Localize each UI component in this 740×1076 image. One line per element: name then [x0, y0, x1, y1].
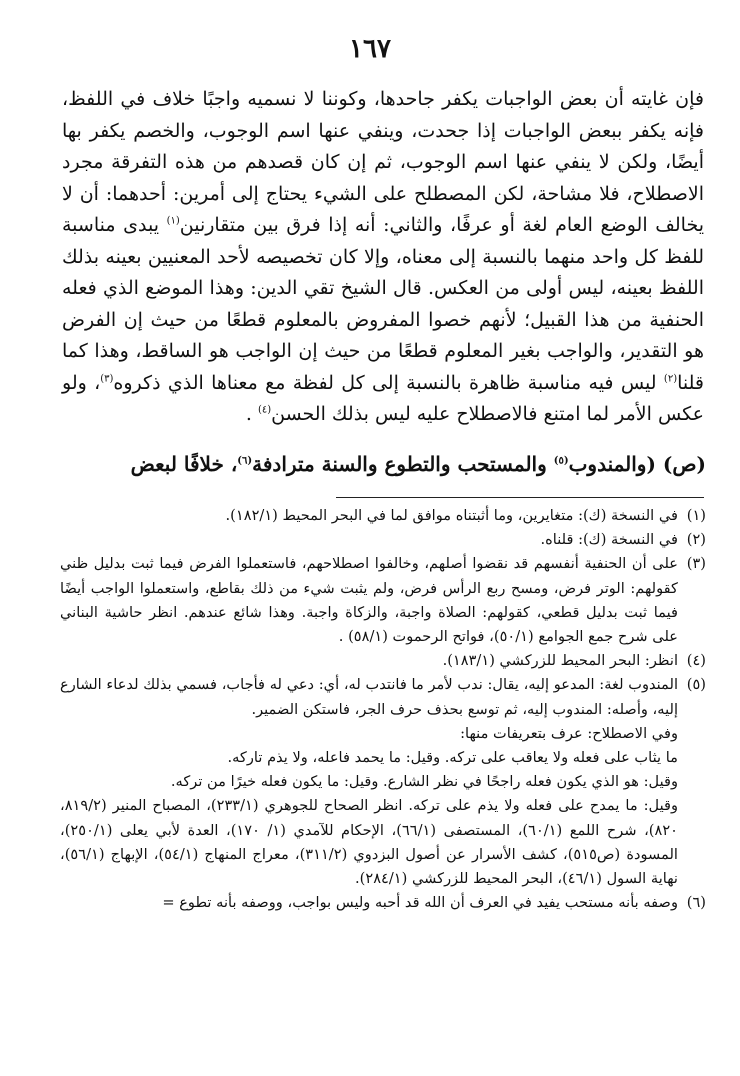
section-heading [60, 450, 706, 478]
body-text-segment: . [245, 403, 258, 425]
footnote-1 [60, 504, 706, 528]
footnote-text: ما يثاب على فعله ولا يعاقب على تركه. وقيل: ما يحمد فاعله، ولا يذم تاركه. [227, 749, 678, 767]
footnote-text: المندوب لغة: المدعو إليه، يقال: ندب لأمر ما فانتدب له، أي: دعي له فأجاب، فسمي بذلك لدعاء الشارع إليه، وأصله: المندوب إليه، ثم توسع بحذف حرف الجر، فاستكن الضمير. [60, 676, 678, 718]
page-number: ١٦٧ [349, 34, 391, 64]
footnote-text: وقيل: ما يمدح على فعله ولا يذم على تركه. انظر الصحاح للجوهري (٢٣٣/١)، المصباح المنير (٨١٩/٢، ٨٢٠)، شرح اللمع (٦٠/١)، المستصفى (٦٦/١)، الإحكام للآمدي (١/ ١٧٠)، العدة لأبي يعلى (٢٥٠/١)، المسودة (ص٥١٥)، كشف الأسرار عن أصول البزدوي (٣١١/٢)، معراج المنهاج (٥٤/١)، الإبهاج (٥٦/١)، نهاية السول (٤٦/١)، البحر المحيط للزركشي (٢٨٤/١). [60, 797, 678, 888]
footnote-number: (٤) [686, 652, 706, 670]
body-text-segment: يبدى مناسبة للفظ كل واحد منهما بالنسبة إلى معناه، وإلا كان تخصيصه لأحد المعنيين بعينه بذلك اللفظ بعينه، ليس أولى من العكس. قال الشيخ تقي الدين: وهذا الموضع الذي فعله الحنفية من هذا القبيل؛ لأنهم خصوا المفروض بالمعلوم قطعًا من حيث إن الفرض هو التقدير، والواجب بغير المعلوم قطعًا من حيث إن الواجب هو الساقط، وهذا كما قلنا [62, 214, 704, 394]
footnote-ref-2: (٢) [663, 373, 678, 385]
heading-segment: والمستحب والتطوع والسنة مترادفة [252, 452, 554, 476]
heading-segment: ، خلافًا لبعض [130, 452, 238, 476]
footnotes-list [60, 504, 706, 915]
footnote-text: وصفه بأنه مستحب يفيد في العرف أن الله قد أحبه وليس بواجب، ووصفه بأنه تطوع = [162, 894, 678, 912]
heading-segment: (ص) (والمندوب [568, 452, 706, 476]
body-text-segment: ، ولو عكس الأمر لما امتنع فالاصطلاح عليه ليس بذلك الحسن [62, 371, 704, 425]
footnote-4 [60, 649, 706, 673]
footnote-2 [60, 528, 706, 552]
footnote-text: في النسخة (ك): متغايرين، وما أثبتناه موافق لما في البحر المحيط (١٨٢/١). [225, 507, 678, 524]
footnote-separator [336, 497, 704, 498]
body-text-segment: ليس فيه مناسبة ظاهرة بالنسبة إلى كل لفظة مع معناها الذي ذكروه [113, 371, 664, 394]
footnote-ref-1: (١) [166, 215, 180, 227]
footnote-text: على أن الحنفية أنفسهم قد نقضوا أصلهم، وخالفوا اصطلاحهم، فاستعملوا الفرض فيما ثبت بدليل ظني كقولهم: الوتر فرض، ومسح ربع الرأس فرض، ولم يثبت شيء من ذلك بقاطع، واستعملوا الواجب أيضًا فيما ثبت بدليل قطعي، كقولهم: الصلاة واجبة، والزكاة واجبة. وهذا شائع عندهم. انظر حاشية البناني على شرح جمع الجوامع (٥٠/١)، فواتح الرحموت (٥٨/١) . [60, 555, 678, 646]
footnote-6 [60, 891, 706, 915]
footnote-number: (٣) [686, 555, 706, 573]
footnote-ref-5: (٥) [553, 455, 569, 467]
footnote-5 [60, 673, 706, 891]
main-body-text [62, 84, 704, 431]
footnote-text: انظر: البحر المحيط للزركشي (١٨٣/١). [442, 652, 678, 670]
footnote-text: وقيل: هو الذي يكون فعله راجحًا في نظر الشارع. وقيل: ما يكون فعله خيرًا من تركه. [170, 773, 678, 791]
footnote-ref-6: (٦) [237, 455, 253, 467]
footnote-number: (١) [686, 507, 706, 524]
footnote-ref-3: (٣) [100, 373, 114, 385]
body-text-segment: فإن غايته أن بعض الواجبات يكفر جاحدها، وكوننا لا نسميه واجبًا خلاف في اللفظ، فإنه يكفر ببعض الواجبات إذا جحدت، وينفي عنها اسم الوجوب، والخصم يكفر بها أيضًا، ولكن لا ينفي عنها اسم الوجوب، ثم إن كان قصدهم من هذه التفرقة مجرد الاصطلاح، فلا مشاحة، لكن المصطلح على الشيء يحتاج إلى أمرين: أحدهما: أن لا يخالف الوضع العام لغة أو عرفًا، والثاني: أنه إذا فرق بين متقارنين [62, 88, 704, 236]
footnote-text: في النسخة (ك): قلناه. [540, 531, 678, 549]
footnote-3 [60, 552, 706, 649]
footnote-text: وفي الاصطلاح: عرف بتعريفات منها: [460, 724, 678, 742]
footnote-number: (٥) [686, 676, 706, 694]
footnote-number: (٢) [686, 531, 706, 549]
footnote-number: (٦) [686, 894, 706, 912]
footnote-ref-4: (٤) [257, 404, 272, 416]
